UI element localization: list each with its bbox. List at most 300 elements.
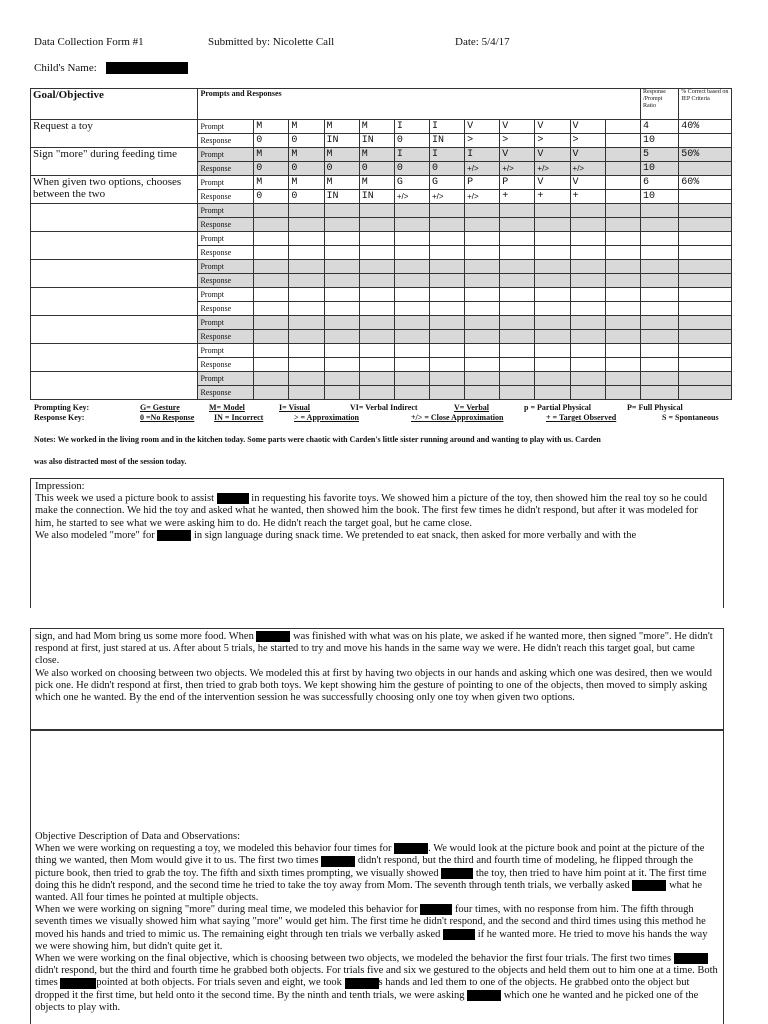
trial-cell: P <box>465 176 500 190</box>
continuation-paragraph-2: We also worked on choosing between two objects. We modeled this at first by having two objects in our hands and asking which one was desired, then we would pick one. He didn't respond at first, then tried to grab both toys. We kept showing him the gesture of pointing to one of the objects, then moved to simply asking which one he wanted. By the end of the intervention session he was successfully choosing only one toy when given two options. <box>35 667 712 704</box>
trial-cell <box>324 218 359 232</box>
trial-cell: +/> <box>465 162 500 176</box>
trial-cell <box>605 204 640 218</box>
trial-cell <box>289 218 324 232</box>
trial-cell <box>324 246 359 260</box>
response-label: Response <box>198 358 254 372</box>
response-label: Response <box>198 386 254 400</box>
trial-cell <box>394 218 429 232</box>
notes-line-2: was also distracted most of the session today. <box>34 457 187 466</box>
trial-cell: I <box>394 148 429 162</box>
notes-line-1: Notes: We worked in the living room and in the kitchen today. Some parts were chaotic with Carden's little sister running around and wanting to play with us. Carden <box>34 435 601 444</box>
percent-cell <box>679 344 732 358</box>
trial-cell <box>500 246 535 260</box>
ratio-header: Response /Prompt Ratio <box>640 89 678 120</box>
trial-cell <box>429 218 464 232</box>
trial-cell <box>570 344 605 358</box>
trial-cell: +/> <box>570 162 605 176</box>
trial-cell <box>394 232 429 246</box>
trial-cell <box>500 372 535 386</box>
child-name-row <box>34 62 188 74</box>
data-collection-table <box>30 88 732 400</box>
trial-cell: V <box>570 148 605 162</box>
ratio-cell: 4 <box>640 120 678 134</box>
name-redaction <box>443 929 475 940</box>
trial-cell <box>465 288 500 302</box>
prompt-row <box>31 344 732 358</box>
percent-cell: 50% <box>679 148 732 162</box>
trial-cell <box>429 260 464 274</box>
response-label: Response <box>198 162 254 176</box>
ratio-cell <box>640 386 678 400</box>
trial-cell: 0 <box>254 162 289 176</box>
form-date: Date: 5/4/17 <box>455 36 510 48</box>
ratio-cell <box>640 204 678 218</box>
percent-cell <box>679 386 732 400</box>
trial-cell: M <box>254 120 289 134</box>
ratio-cell <box>640 372 678 386</box>
prompt-label: Prompt <box>198 288 254 302</box>
key-no-response: 0 =No Response <box>140 413 195 422</box>
key-verbal: V= Verbal <box>454 403 490 412</box>
trial-cell <box>394 386 429 400</box>
trial-cell: V <box>535 148 570 162</box>
trial-cell <box>359 204 394 218</box>
ratio-cell <box>640 302 678 316</box>
trial-cell <box>570 204 605 218</box>
trial-cell: I <box>429 120 464 134</box>
trial-cell <box>605 372 640 386</box>
trial-cell: 0 <box>254 134 289 148</box>
trial-cell <box>570 288 605 302</box>
trial-cell <box>570 246 605 260</box>
objective-paragraph-more: When we were working on signing "more" during meal time, we modeled this behavior for four times, with no response from him. The fifth through seventh times we visually showed him what saying "more" would get him. The first time he didn't respond, and the second and third times using this method he moved his hands and tried to mimic us. The remaining eight through ten trials we verbally asked if he wanted more. He tried to move his hands the way we were showing him, but didn't quite get it. <box>35 904 708 952</box>
ratio-cell: 10 <box>640 134 678 148</box>
trial-cell <box>500 344 535 358</box>
trial-cell <box>605 148 640 162</box>
trial-cell <box>324 204 359 218</box>
trial-cell: M <box>324 120 359 134</box>
trial-cell <box>605 134 640 148</box>
ratio-cell: 6 <box>640 176 678 190</box>
prompt-label: Prompt <box>198 316 254 330</box>
trial-cell <box>429 288 464 302</box>
trial-cell <box>394 358 429 372</box>
goal-cell <box>31 260 198 288</box>
trial-cell: M <box>289 176 324 190</box>
trial-cell: P <box>500 176 535 190</box>
trial-cell <box>289 204 324 218</box>
prompt-row <box>31 316 732 330</box>
key-close-approximation: +/> = Close Approximation <box>411 413 504 422</box>
trial-cell <box>254 218 289 232</box>
trial-cell <box>429 386 464 400</box>
trial-cell <box>324 330 359 344</box>
trial-cell: > <box>570 134 605 148</box>
trial-cell: 0 <box>394 162 429 176</box>
trial-cell <box>394 302 429 316</box>
trial-cell <box>254 260 289 274</box>
name-redaction <box>394 843 428 854</box>
percent-cell <box>679 218 732 232</box>
ratio-cell <box>640 330 678 344</box>
child-name-label: Child's Name: <box>34 62 97 74</box>
trial-cell <box>359 274 394 288</box>
trial-cell <box>465 274 500 288</box>
trial-cell: IN <box>324 190 359 204</box>
trial-cell <box>500 218 535 232</box>
trial-cell <box>429 246 464 260</box>
ratio-cell <box>640 246 678 260</box>
trial-cell <box>535 330 570 344</box>
trial-cell: V <box>500 120 535 134</box>
trial-cell <box>324 372 359 386</box>
name-redaction <box>674 953 708 964</box>
trial-cell <box>465 302 500 316</box>
trial-cell: 0 <box>289 134 324 148</box>
percent-cell <box>679 190 732 204</box>
name-redaction <box>420 904 452 915</box>
trial-cell <box>254 358 289 372</box>
percent-correct-header: % Correct based on IEP Criteria <box>679 89 732 120</box>
trial-cell <box>605 358 640 372</box>
trial-cell <box>289 246 324 260</box>
trial-cell <box>289 344 324 358</box>
trial-cell: 0 <box>359 162 394 176</box>
trial-cell <box>570 218 605 232</box>
prompt-label: Prompt <box>198 260 254 274</box>
trial-cell <box>359 260 394 274</box>
ratio-cell: 5 <box>640 148 678 162</box>
trial-cell: M <box>359 120 394 134</box>
objective-heading: Objective Description of Data and Observations: <box>35 831 240 842</box>
impression-paragraph-2: We also modeled "more" for in sign language during snack time. We pretended to eat snack, then asked for more verbally and with the <box>35 529 637 541</box>
trial-cell <box>500 358 535 372</box>
trial-cell <box>465 232 500 246</box>
trial-cell: I <box>394 120 429 134</box>
prompt-row <box>31 372 732 386</box>
trial-cell <box>289 330 324 344</box>
trial-cell <box>605 330 640 344</box>
prompts-responses-header: Prompts and Responses <box>198 89 641 120</box>
percent-cell <box>679 204 732 218</box>
trial-cell <box>605 176 640 190</box>
trial-cell: +/> <box>535 162 570 176</box>
percent-cell <box>679 288 732 302</box>
trial-cell: M <box>254 148 289 162</box>
key-visual: I= Visual <box>279 403 311 412</box>
trial-cell: +/> <box>429 190 464 204</box>
trial-cell <box>465 386 500 400</box>
trial-cell <box>465 218 500 232</box>
trial-cell <box>500 260 535 274</box>
trial-cell <box>535 358 570 372</box>
ratio-cell <box>640 316 678 330</box>
trial-cell <box>429 330 464 344</box>
trial-cell <box>254 204 289 218</box>
prompting-key-label: Prompting Key: <box>34 403 90 412</box>
child-name-redaction <box>106 62 188 74</box>
trial-cell <box>289 288 324 302</box>
key-target-observed: + = Target Observed <box>546 413 617 422</box>
trial-cell <box>570 386 605 400</box>
trial-cell: M <box>289 148 324 162</box>
trial-cell: V <box>570 176 605 190</box>
trial-cell <box>359 386 394 400</box>
trial-cell: 0 <box>289 190 324 204</box>
trial-cell <box>324 232 359 246</box>
trial-cell <box>535 232 570 246</box>
trial-cell <box>605 246 640 260</box>
trial-cell <box>394 260 429 274</box>
trial-cell <box>465 204 500 218</box>
trial-cell: +/> <box>465 190 500 204</box>
trial-cell <box>254 232 289 246</box>
prompt-row <box>31 232 732 246</box>
response-label: Response <box>198 330 254 344</box>
trial-cell <box>359 344 394 358</box>
impression-heading: Impression: <box>35 481 85 492</box>
trial-cell <box>605 344 640 358</box>
percent-cell <box>679 162 732 176</box>
key-approximation: > = Approximation <box>294 413 359 422</box>
trial-cell <box>394 288 429 302</box>
trial-cell: + <box>535 190 570 204</box>
trial-cell: > <box>535 134 570 148</box>
ratio-cell <box>640 260 678 274</box>
goal-cell: When given two options, chooses between the two <box>31 176 198 204</box>
trial-cell <box>359 246 394 260</box>
trial-cell <box>465 246 500 260</box>
percent-cell <box>679 316 732 330</box>
trial-cell <box>289 274 324 288</box>
trial-cell <box>535 274 570 288</box>
trial-cell <box>570 302 605 316</box>
prompt-label: Prompt <box>198 372 254 386</box>
trial-cell <box>500 386 535 400</box>
trial-cell: M <box>254 176 289 190</box>
trial-cell <box>394 274 429 288</box>
trial-cell <box>289 302 324 316</box>
trial-cell <box>359 218 394 232</box>
trial-cell: M <box>359 148 394 162</box>
trial-cell <box>254 316 289 330</box>
objective-box <box>30 730 724 1024</box>
prompt-label: Prompt <box>198 344 254 358</box>
trial-cell <box>535 204 570 218</box>
response-label: Response <box>198 246 254 260</box>
trial-cell: IN <box>359 190 394 204</box>
trial-cell <box>289 358 324 372</box>
percent-cell <box>679 372 732 386</box>
percent-cell <box>679 134 732 148</box>
goal-cell <box>31 204 198 232</box>
trial-cell <box>535 246 570 260</box>
trial-cell <box>500 302 535 316</box>
objective-paragraph-toy: When we were working on requesting a toy, we modeled this behavior four times for . We would look at the picture book and point at the picture of the thing we wanted, then Mom would give it to us. The first two times didn't respond, but the third and fourth time of modeling, he flipped through the picture book, then tried to grab the toy. The fifth and sixth times prompting, we visually showed the toy, then tried to have him point at it. The first time doing this he didn't respond, and the second time he tried to take the toy away from Mom. The seventh through tenth trials, we verbally asked what he wanted. All four times he pointed at multiple objects. <box>35 843 707 904</box>
trial-cell <box>324 386 359 400</box>
impression-continuation-box <box>30 628 724 730</box>
trial-cell: V <box>500 148 535 162</box>
response-label: Response <box>198 302 254 316</box>
goal-cell <box>31 344 198 372</box>
ratio-cell: 10 <box>640 162 678 176</box>
trial-cell <box>254 386 289 400</box>
goal-cell <box>31 288 198 316</box>
trial-cell <box>465 330 500 344</box>
prompt-row <box>31 148 732 162</box>
trial-cell: > <box>500 134 535 148</box>
ratio-cell <box>640 274 678 288</box>
percent-cell: 40% <box>679 120 732 134</box>
name-redaction <box>256 631 290 642</box>
trial-cell <box>535 372 570 386</box>
trial-cell: I <box>465 148 500 162</box>
trial-cell <box>605 218 640 232</box>
trial-cell <box>394 372 429 386</box>
key-incorrect: IN = Incorrect <box>214 413 264 422</box>
trial-cell <box>535 260 570 274</box>
trial-cell <box>605 190 640 204</box>
trial-cell <box>465 260 500 274</box>
trial-cell <box>500 316 535 330</box>
trial-cell <box>324 302 359 316</box>
trial-cell <box>254 302 289 316</box>
continuation-paragraph-1: sign, and had Mom bring us some more food. When was finished with what was on his plate, we asked if he wanted more, then signed "more". He didn't respond at first, just stared at us. After about 5 trials, he started to try and move his hands in the same way we were. He didn't reach this target goal, but came close. <box>35 631 713 667</box>
trial-cell: V <box>465 120 500 134</box>
trial-cell <box>570 372 605 386</box>
trial-cell <box>605 274 640 288</box>
trial-cell <box>535 344 570 358</box>
prompt-label: Prompt <box>198 176 254 190</box>
name-redaction <box>157 530 191 541</box>
trial-cell <box>289 372 324 386</box>
trial-cell <box>535 218 570 232</box>
trial-cell: M <box>324 148 359 162</box>
trial-cell <box>289 260 324 274</box>
trial-cell: M <box>324 176 359 190</box>
percent-cell <box>679 358 732 372</box>
trial-cell <box>570 358 605 372</box>
percent-cell <box>679 246 732 260</box>
goal-cell <box>31 232 198 260</box>
trial-cell <box>605 386 640 400</box>
trial-cell <box>570 232 605 246</box>
trial-cell <box>289 386 324 400</box>
trial-cell <box>605 120 640 134</box>
trial-cell: + <box>570 190 605 204</box>
trial-cell <box>429 344 464 358</box>
trial-cell: M <box>359 176 394 190</box>
impression-box <box>30 478 724 608</box>
key-full-physical: P= Full Physical <box>627 403 683 412</box>
percent-cell <box>679 260 732 274</box>
submitted-by: Submitted by: Nicolette Call <box>208 36 335 48</box>
trial-cell <box>570 274 605 288</box>
trial-cell <box>500 288 535 302</box>
prompt-row <box>31 260 732 274</box>
trial-cell <box>605 316 640 330</box>
trial-cell <box>570 316 605 330</box>
prompt-row <box>31 288 732 302</box>
prompt-row <box>31 176 732 190</box>
name-redaction <box>467 990 501 1001</box>
trial-cell <box>324 288 359 302</box>
trial-cell <box>429 204 464 218</box>
trial-cell <box>605 302 640 316</box>
trial-cell: G <box>394 176 429 190</box>
trial-cell <box>359 302 394 316</box>
name-redaction <box>217 493 249 504</box>
trial-cell <box>429 302 464 316</box>
trial-cell: IN <box>429 134 464 148</box>
trial-cell <box>535 386 570 400</box>
goal-cell: Sign "more" during feeding time <box>31 148 198 176</box>
response-key-label: Response Key: <box>34 413 85 422</box>
trial-cell <box>394 316 429 330</box>
ratio-cell: 10 <box>640 190 678 204</box>
trial-cell: I <box>429 148 464 162</box>
name-redaction <box>441 868 473 879</box>
trial-cell <box>254 288 289 302</box>
trial-cell <box>394 330 429 344</box>
trial-cell <box>394 246 429 260</box>
trial-cell <box>605 232 640 246</box>
trial-cell <box>394 204 429 218</box>
trial-cell <box>289 316 324 330</box>
ratio-cell <box>640 218 678 232</box>
trial-cell <box>465 372 500 386</box>
trial-cell <box>535 288 570 302</box>
impression-paragraph-1: This week we used a picture book to assist in requesting his favorite toys. We showed him a picture of the toy, then showed him the real toy so he could make the connection. We hid the toy and asked what he wanted, then showed him the book. The first few times he didn't respond, but after it was modeled for him, he started to see what we were asking him to do. He didn't reach the target goal, but he came close. <box>35 493 708 529</box>
trial-cell: IN <box>324 134 359 148</box>
trial-cell <box>429 358 464 372</box>
name-redaction <box>345 978 379 989</box>
trial-cell <box>394 344 429 358</box>
trial-cell <box>605 162 640 176</box>
trial-cell: +/> <box>394 190 429 204</box>
key-spontaneous: S = Spontaneous <box>662 413 719 422</box>
trial-cell <box>465 316 500 330</box>
trial-cell: 0 <box>324 162 359 176</box>
goal-objective-header: Goal/Objective <box>31 89 198 120</box>
trial-cell: 0 <box>254 190 289 204</box>
key-partial-physical: p = Partial Physical <box>524 403 591 412</box>
trial-cell <box>254 330 289 344</box>
trial-cell: V <box>570 120 605 134</box>
trial-cell <box>359 372 394 386</box>
trial-cell <box>359 232 394 246</box>
response-label: Response <box>198 274 254 288</box>
trial-cell <box>429 372 464 386</box>
ratio-cell <box>640 232 678 246</box>
trial-cell <box>324 274 359 288</box>
trial-cell <box>324 316 359 330</box>
name-redaction <box>60 978 96 989</box>
percent-cell <box>679 274 732 288</box>
goal-cell: Request a toy <box>31 120 198 148</box>
trial-cell <box>465 358 500 372</box>
trial-cell <box>500 274 535 288</box>
trial-cell <box>500 204 535 218</box>
trial-cell <box>289 232 324 246</box>
prompt-label: Prompt <box>198 204 254 218</box>
key-model: M= Model <box>209 403 245 412</box>
trial-cell <box>324 344 359 358</box>
percent-cell <box>679 232 732 246</box>
trial-cell <box>429 316 464 330</box>
key-verbal-indirect: VI= Verbal Indirect <box>350 403 418 412</box>
